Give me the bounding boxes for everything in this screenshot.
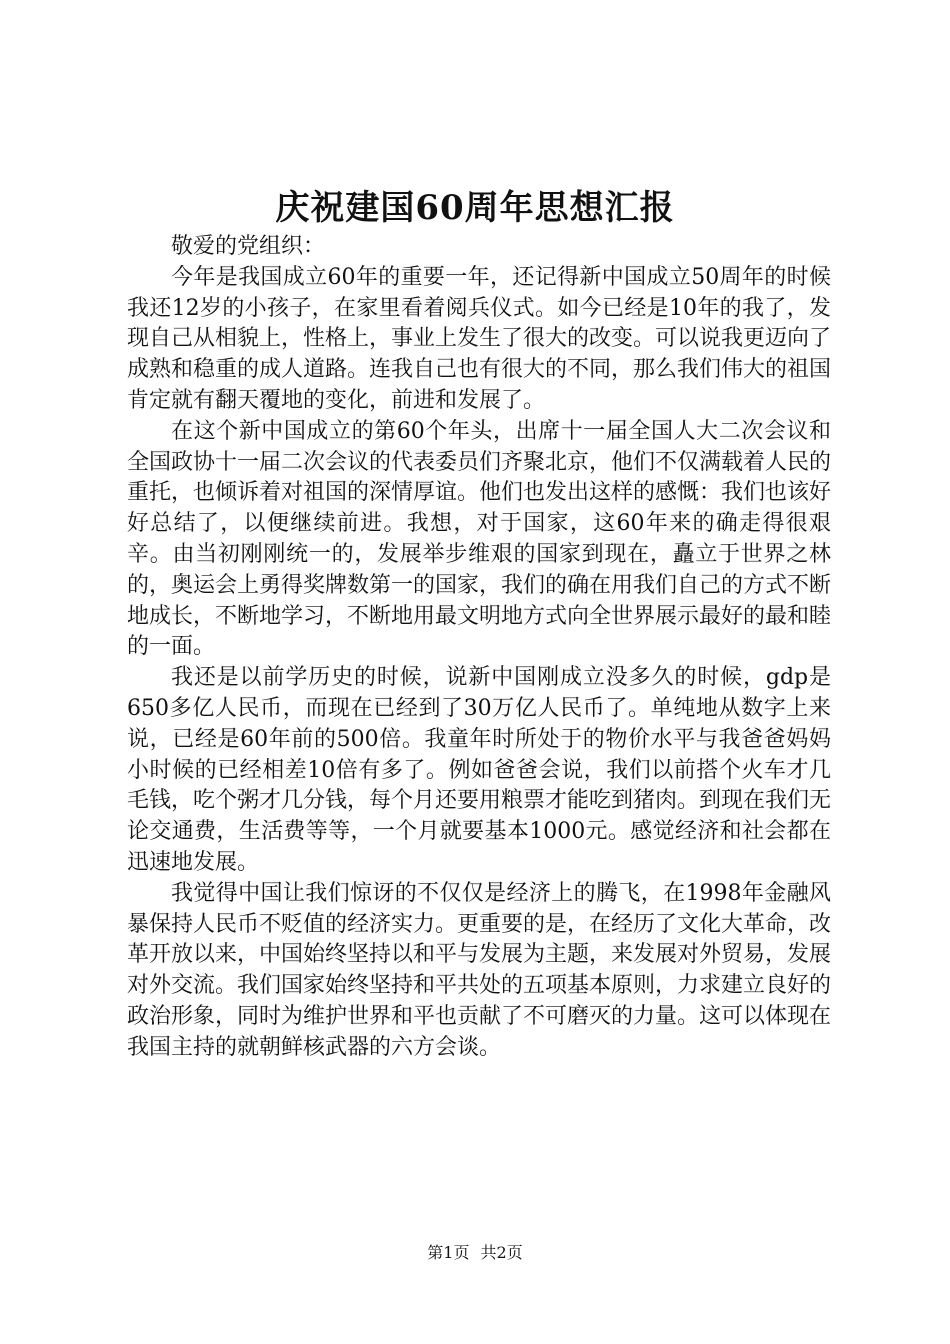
salutation: 敬爱的党组织：	[171, 234, 326, 259]
paragraph-2: 在这个新中国成立的第60个年头，出席十一届全国人大二次会议和全国政协十一届二次会议的代表委员们齐聚北京，他们不仅满载着人民的重托，也倾诉着对祖国的深情厚谊。他们也发出这样的感慨：我们也该好好总结了，以便继续前进。我想，对于国家，这60年来的确走得很艰辛。由当初刚刚统一的，发展举步维艰的国家到现在，矗立于世界之林的，奥运会上勇得奖牌数第一的国家，我们的确在用我们自己的方式不断地成长，不断地学习，不断地用最文明地方式向全世界展示最好的最和睦的一面。	[127, 418, 832, 660]
document-title: 庆祝建国60周年思想汇报	[275, 188, 675, 228]
page-number-current: 第1页	[427, 1243, 470, 1262]
paragraph-4: 我觉得中国让我们惊讶的不仅仅是经济上的腾飞，在1998年金融风暴保持人民币不贬值的经济实力。更重要的是，在经历了文化大革命，改革开放以来，中国始终坚持以和平与发展为主题，来发展对外贸易，发展对外交流。我们国家始终坚持和平共处的五项基本原则，力求建立良好的政治形象，同时为维护世界和平也贡献了不可磨灭的力量。这可以体现在我国主持的就朝鲜核武器的六方会谈。	[127, 880, 832, 1060]
page-footer	[0, 1242, 950, 1264]
page-number-total: 共2页	[480, 1243, 523, 1262]
paragraph-1: 今年是我国成立60年的重要一年，还记得新中国成立50周年的时候我还12岁的小孩子，在家里看着阅兵仪式。如今已经是10年的我了，发现自己从相貌上，性格上，事业上发生了很大的改变。可以说我更迈向了成熟和稳重的成人道路。连我自己也有很大的不同，那么我们伟大的祖国肯定就有翻天覆地的变化，前进和发展了。	[127, 264, 832, 413]
document-body	[127, 232, 831, 1064]
paragraph-3: 我还是以前学历史的时候，说新中国刚成立没多久的时候，gdp是650多亿人民币，而现在已经到了30万亿人民币了。单纯地从数字上来说，已经是60年前的500倍。我童年时所处于的物价水平与我爸爸妈妈小时候的已经相差10倍有多了。例如爸爸会说，我们以前搭个火车才几毛钱，吃个粥才几分钱，每个月还要用粮票才能吃到猪肉。到现在我们无论交通费，生活费等等，一个月就要基本1000元。感觉经济和社会都在迅速地发展。	[127, 665, 832, 875]
